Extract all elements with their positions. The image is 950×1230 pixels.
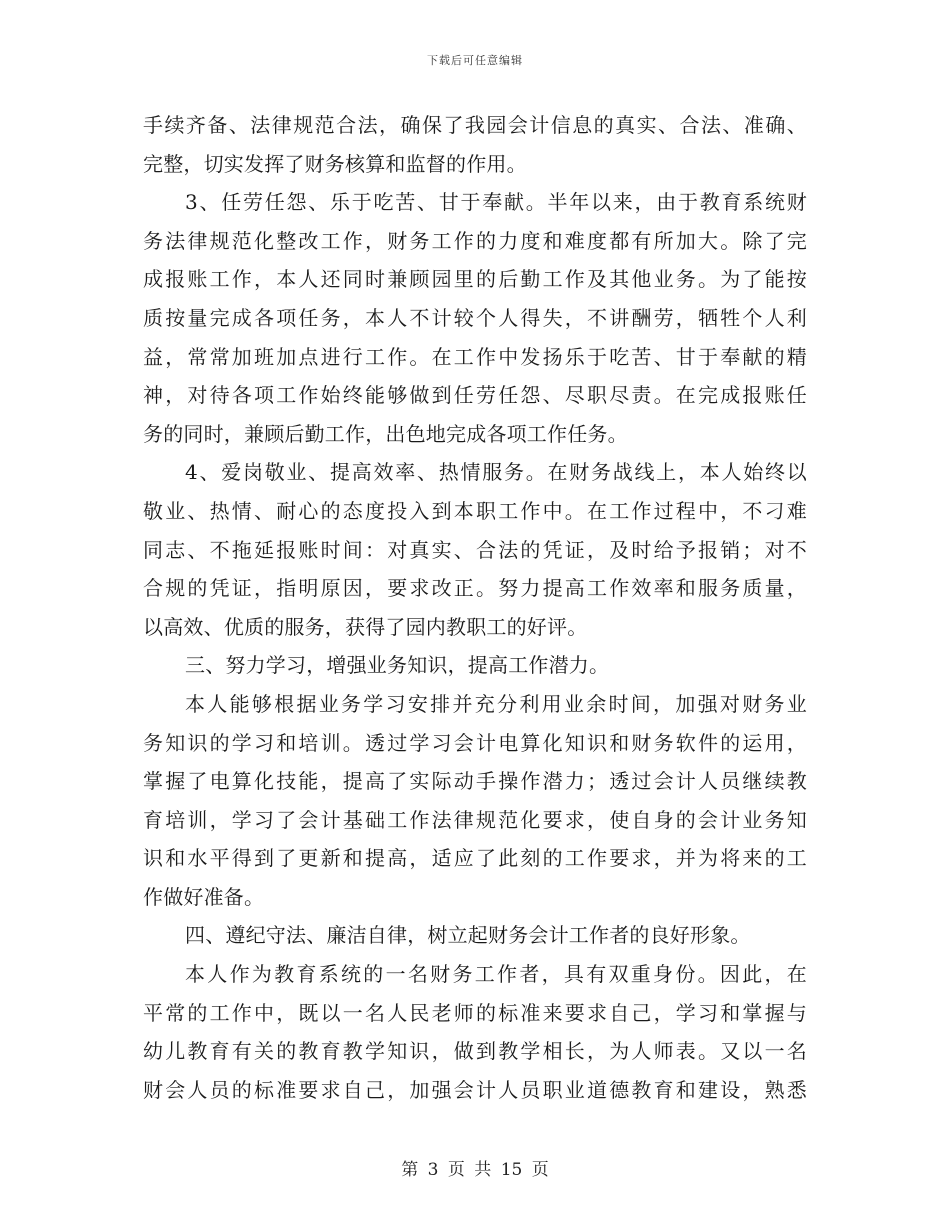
text-line: 3、任劳任怨、乐于吃苦、甘于奉献。半年以来，由于教育系统财 xyxy=(185,190,807,215)
text-line: 完整，切实发挥了财务核算和监督的作用。 xyxy=(143,151,527,176)
text-line: 神，对待各项工作始终能够做到任劳任怨、尽职尽责。在完成报账任 xyxy=(143,383,807,408)
text-line: 质按量完成各项任务，本人不计较个人得失，不讲酬劳，牺牲个人利 xyxy=(143,305,807,330)
text-line: 4、爱岗敬业、提高效率、热情服务。在财务战线上，本人始终以 xyxy=(185,460,807,485)
text-line: 四、遵纪守法、廉洁自律，树立起财务会计工作者的良好形象。 xyxy=(185,923,751,948)
text-line: 本人能够根据业务学习安排并充分利用业余时间，加强对财务业 xyxy=(185,691,807,716)
page-header-note: 下载后可任意编辑 xyxy=(427,54,523,67)
text-line: 平常的工作中，既以一名人民老师的标准来要求自己，学习和掌握与 xyxy=(143,1000,807,1025)
text-line: 合规的凭证，指明原因，要求改正。努力提高工作效率和服务质量， xyxy=(143,576,807,601)
text-line: 益，常常加班加点进行工作。在工作中发扬乐于吃苦、甘于奉献的精 xyxy=(143,344,807,369)
text-line: 作做好准备。 xyxy=(143,884,265,909)
text-line: 成报账工作，本人还同时兼顾园里的后勤工作及其他业务。为了能按 xyxy=(143,267,807,292)
text-line: 务的同时，兼顾后勤工作，出色地完成各项工作任务。 xyxy=(143,421,628,446)
page-number-footer: 第 3 页 共 15 页 xyxy=(401,1160,549,1180)
text-line: 以高效、优质的服务，获得了园内教职工的好评。 xyxy=(143,614,588,639)
text-line: 敬业、热情、耐心的态度投入到本职工作中。在工作过程中，不刁难 xyxy=(143,498,807,523)
text-line: 财会人员的标准要求自己，加强会计人员职业道德教育和建设，熟悉 xyxy=(143,1077,807,1102)
text-line: 幼儿教育有关的教育教学知识，做到教学相长，为人师表。又以一名 xyxy=(143,1039,807,1064)
text-line: 掌握了电算化技能，提高了实际动手操作潜力；透过会计人员继续教 xyxy=(143,769,807,794)
text-line: 手续齐备、法律规范合法，确保了我园会计信息的真实、合法、准确、 xyxy=(143,113,807,137)
text-line: 育培训，学习了会计基础工作法律规范化要求，使自身的会计业务知 xyxy=(143,807,807,832)
text-line: 三、努力学习，增强业务知识，提高工作潜力。 xyxy=(185,653,610,678)
text-line: 同志、不拖延报账时间：对真实、合法的凭证，及时给予报销；对不 xyxy=(143,537,807,562)
text-line: 务法律规范化整改工作，财务工作的力度和难度都有所加大。除了完 xyxy=(143,228,807,253)
text-line: 本人作为教育系统的一名财务工作者，具有双重身份。因此，在 xyxy=(185,962,807,987)
text-line: 务知识的学习和培训。透过学习会计电算化知识和财务软件的运用， xyxy=(143,730,807,755)
text-line: 识和水平得到了更新和提高，适应了此刻的工作要求，并为将来的工 xyxy=(143,846,807,871)
document-body xyxy=(143,106,807,1109)
